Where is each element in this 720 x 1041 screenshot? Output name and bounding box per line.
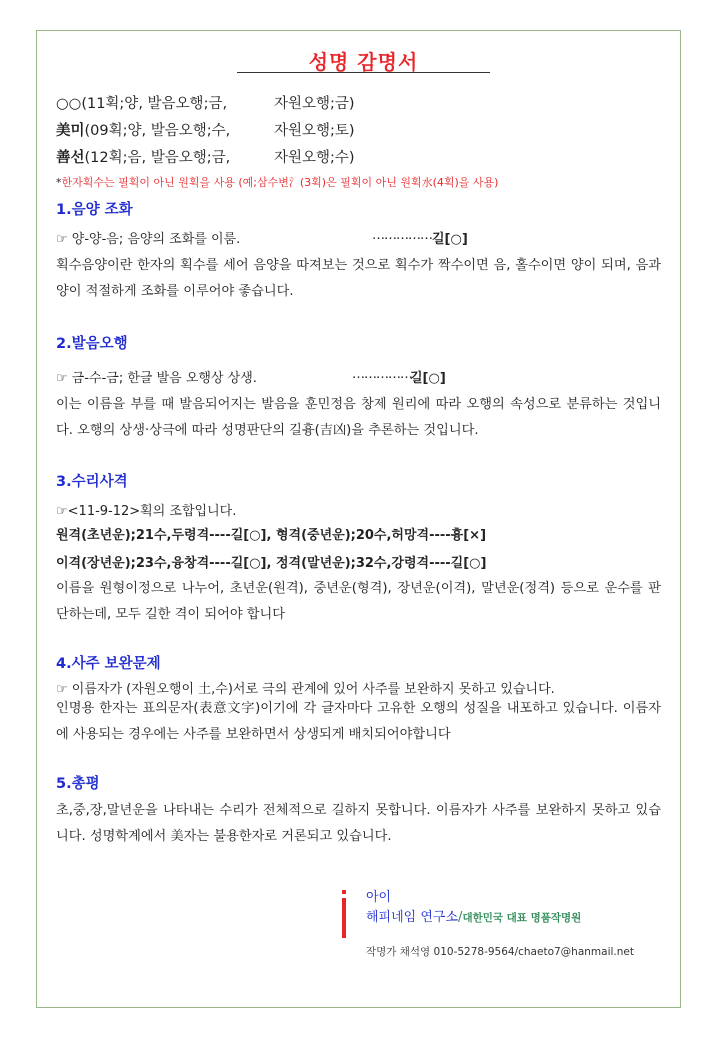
section-heading-yinyang: 1.음양 조화: [56, 202, 133, 218]
pointer-text: ☞ 양-양-음; 음양의 조화를 이룸.: [56, 232, 241, 247]
name-source: 자원오행;수): [274, 150, 355, 166]
name-info: (12획;음, 발음오행;금,: [84, 150, 231, 166]
stroke-count-note: [56, 174, 498, 190]
signature-org: [366, 906, 581, 925]
suri-line-1: 원격(초년운);21수,두령격----길[○], 형격(중년운);20수,허망격----흉[×]: [56, 528, 487, 543]
org-name: 해피네임 연구소: [366, 910, 459, 925]
section-heading-saju: 4.사주 보완문제: [56, 656, 161, 672]
name-source: 자원오행;토): [274, 123, 355, 139]
paragraph-suri: 이름을 원형이정으로 나누어, 초년운(원격), 중년운(형격), 장년운(이격), 말년운(정격) 등으로 운수를 판단하는데, 모두 길한 격이 되어야 합니다: [56, 581, 661, 622]
name-line-1: [56, 92, 355, 113]
result-badge: 길[○]: [410, 371, 446, 386]
pointer-line-phonetic: [56, 367, 656, 386]
paragraph-summary: 초,중,장,말년운을 나타내는 수리가 전체적으로 길하지 못합니다. 이름자가 사주를 보완하지 못하고 있습니다. 성명학계에서 美자는 불용한자로 거론되고 있습니다.: [56, 803, 661, 844]
name-info: (09획;양, 발음오행;수,: [84, 123, 231, 139]
paragraph-yinyang: 획수음양이란 한자의 획수를 세어 음양을 따져보는 것으로 획수가 짝수이면 음, 홀수이면 양이 되며, 음과 양이 적절하게 조화를 이루어야 좋습니다.: [56, 258, 661, 299]
org-slash: /: [458, 910, 463, 925]
paragraph-phonetic: 이는 이름을 부를 때 발음되어지는 발음을 훈민정음 창제 원리에 따라 오행의 속성으로 분류하는 것입니다. 오행의 상생·상극에 따라 성명판단의 길흉(吉凶)을 추론하는 것입니다.: [56, 397, 661, 438]
document-title: 성명 감명서: [308, 50, 419, 74]
name-info: (11획;양, 발음오행;금,: [81, 96, 228, 112]
logo-bar: [342, 898, 346, 938]
leader-dots: ……………: [352, 367, 412, 382]
name-line-3: [56, 146, 355, 167]
logo-dot: [342, 890, 346, 894]
pointer-line-suri: ☞<11-9-12>획의 조합입니다.: [56, 504, 237, 519]
section-heading-phonetic: 2.발음오행: [56, 336, 128, 352]
suri-line-2: 이격(장년운);23수,융창격----길[○], 정격(말년운);32수,강령격----길[○]: [56, 556, 487, 571]
title-underline: [237, 72, 490, 73]
org-tagline: 대한민국 대표 명품작명원: [462, 912, 582, 924]
name-hanja: ○○: [56, 96, 82, 112]
name-line-2: [56, 119, 355, 140]
paragraph-saju: 인명용 한자는 표의문자(表意文字)이기에 각 글자마다 고유한 오행의 성질을 내포하고 있습니다. 이름자에 사용되는 경우에는 사주를 보완하면서 상생되게 배치되어야합니다: [56, 701, 661, 742]
leader-dots: ……………: [372, 228, 432, 243]
name-hanja: 美미: [56, 123, 85, 139]
result-badge: 길[○]: [432, 232, 468, 247]
section-heading-summary: 5.총평: [56, 776, 100, 792]
signature-line-1: 아이: [366, 890, 392, 905]
pointer-line-yinyang: [56, 228, 656, 247]
note-text: 한자획수는 필획이 아닌 원획을 사용 (예;삼수변氵(3획)은 필획이 아닌 원획水(4획)을 사용): [61, 176, 499, 189]
note-star: *: [56, 176, 62, 189]
name-source: 자원오행;금): [274, 96, 355, 112]
section-heading-suri: 3.수리사격: [56, 474, 128, 490]
pointer-text: ☞ 금-수-금; 한글 발음 오행상 상생.: [56, 371, 257, 386]
signature-contact: 작명가 채석영 010-5278-9564/chaeto7@hanmail.net: [366, 946, 634, 958]
pointer-line-saju: ☞ 이름자가 (자원오행이 土,수)서로 극의 관계에 있어 사주를 보완하지 못하고 있습니다.: [56, 682, 555, 697]
name-hanja: 善선: [56, 150, 85, 166]
